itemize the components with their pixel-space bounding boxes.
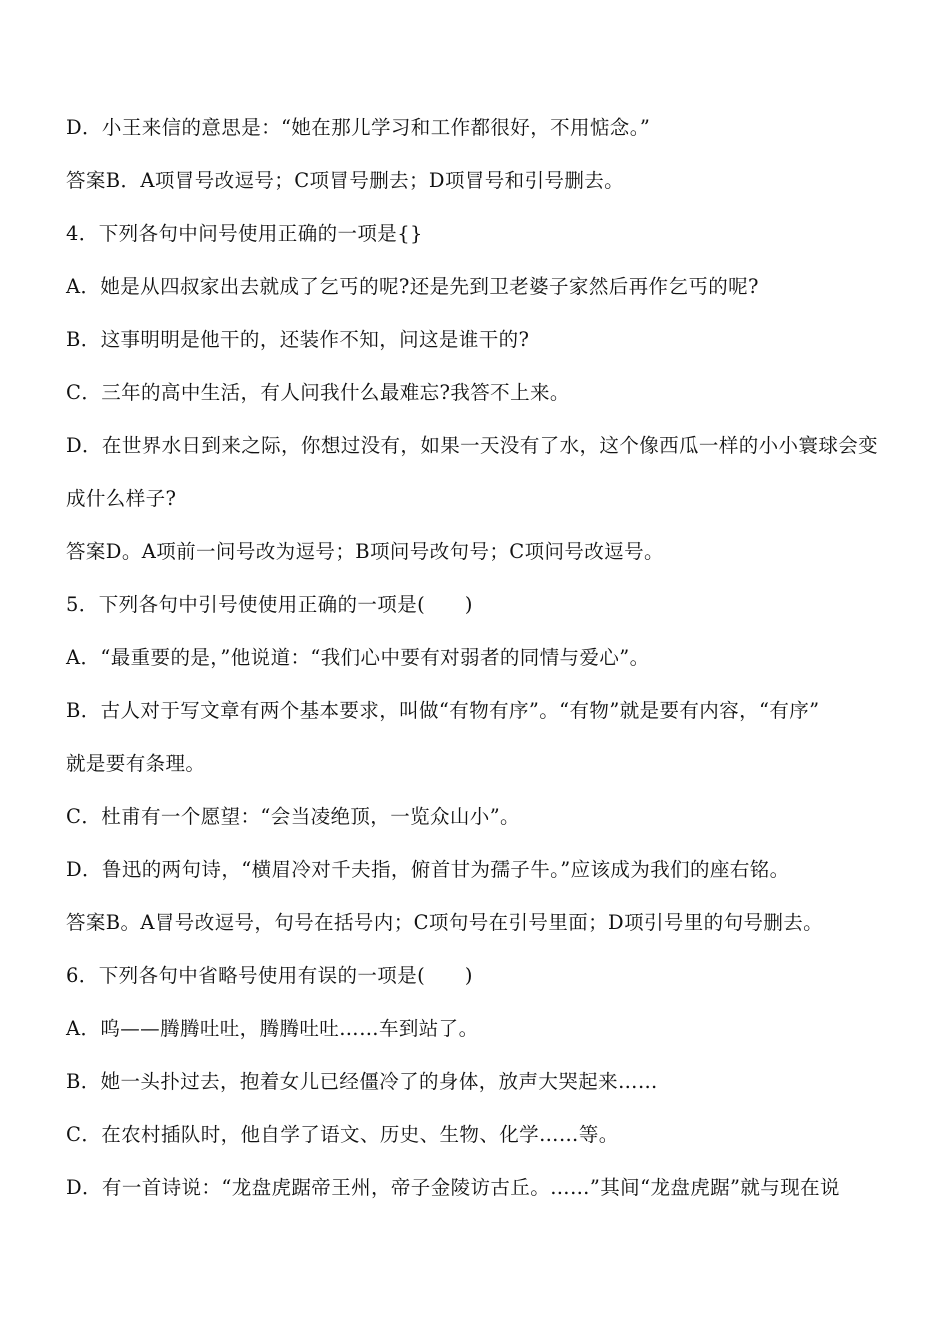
option-d-line: D．有一首诗说：“龙盘虎踞帝王州，帝子金陵访古丘。……”其间“龙盘虎踞”就与现在说 (66, 1176, 840, 1199)
answer-line: 答案D。A项前一问号改为逗号；B项问号改句号；C项问号改逗号。 (66, 540, 664, 563)
option-d-continuation: 成什么样子? (66, 487, 177, 510)
option-d-line: D．小王来信的意思是：“她在那儿学习和工作都很好，不用惦念。” (66, 116, 651, 139)
option-a-line: A．“最重要的是，”他说道：“我们心中要有对弱者的同情与爱心”。 (66, 646, 650, 669)
option-c-line: C．杜甫有一个愿望：“会当凌绝顶，一览众山小”。 (66, 805, 520, 828)
question-6: 6．下列各句中省略号使用有误的一项是( ) (66, 964, 473, 987)
option-b-line: B．这事明明是他干的，还装作不知，问这是谁干的? (66, 328, 530, 351)
question-4: 4．下列各句中问号使用正确的一项是{} (66, 222, 423, 245)
option-b-line: B．她一头扑过去，抱着女儿已经僵冷了的身体，放声大哭起来…… (66, 1070, 658, 1093)
option-d-line: D．在世界水日到来之际，你想过没有，如果一天没有了水，这个像西瓜一样的小小寰球会变 (66, 434, 879, 457)
option-a-line: A．呜——腾腾吐吐，腾腾吐吐……车到站了。 (66, 1017, 479, 1040)
answer-line: 答案B。A冒号改逗号，句号在括号内；C项句号在引号里面；D项引号里的句号删去。 (66, 911, 824, 934)
option-b-continuation: 就是要有条理。 (66, 752, 206, 775)
option-b-line: B．古人对于写文章有两个基本要求，叫做“有物有序”。“有物”就是要有内容，“有序” (66, 699, 820, 722)
option-a-line: A．她是从四叔家出去就成了乞丐的呢?还是先到卫老婆子家然后再作乞丐的呢? (66, 275, 759, 298)
answer-line: 答案B．A项冒号改逗号；C项冒号删去；D项冒号和引号删去。 (66, 169, 625, 192)
option-c-line: C．在农村插队时，他自学了语文、历史、生物、化学……等。 (66, 1123, 619, 1146)
option-d-line: D．鲁迅的两句诗，“横眉冷对千夫指，俯首甘为孺子牛。”应该成为我们的座右铭。 (66, 858, 790, 881)
question-5: 5．下列各句中引号使使用正确的一项是( ) (66, 593, 473, 616)
option-c-line: C．三年的高中生活，有人问我什么最难忘?我答不上来。 (66, 381, 570, 404)
